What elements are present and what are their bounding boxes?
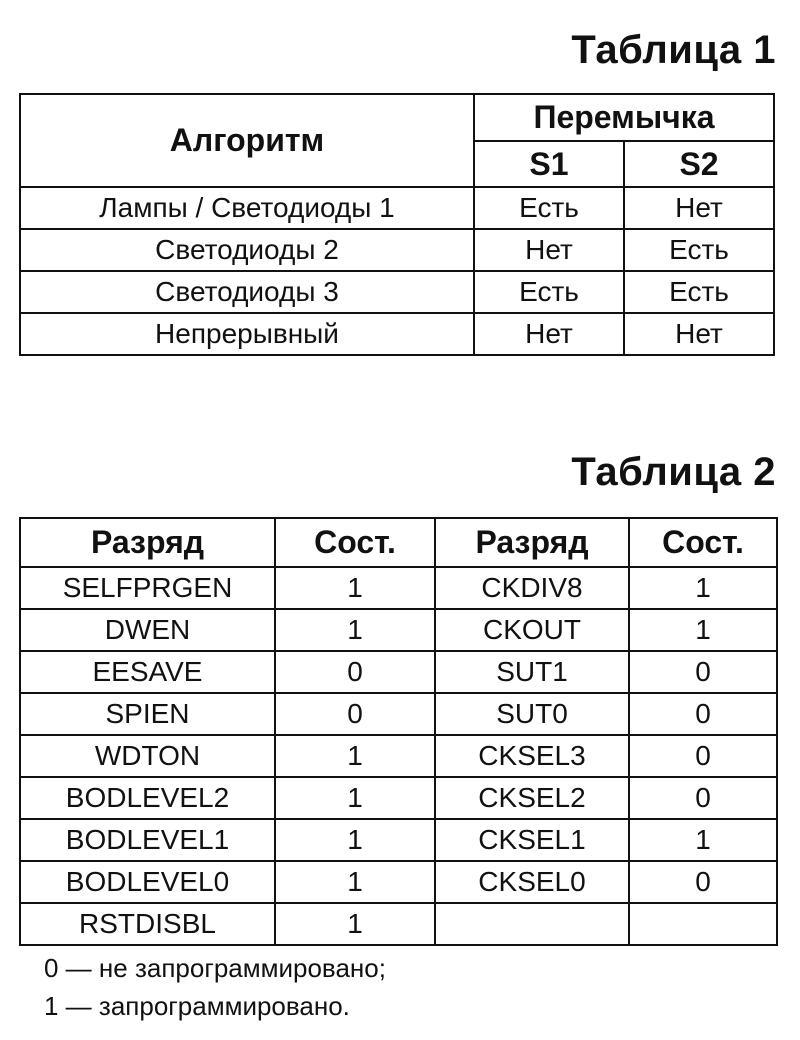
table-row [20, 693, 777, 735]
s2-cell: Нет [624, 313, 774, 355]
s1-cell: Нет [474, 313, 624, 355]
table1-title: Таблица 1 [571, 28, 776, 72]
bit-cell: CKSEL3 [435, 735, 629, 777]
state-cell: 1 [629, 567, 777, 609]
state-cell [629, 903, 777, 945]
table-row [20, 229, 774, 271]
bit-header: Разряд [435, 518, 629, 567]
state-cell: 0 [629, 777, 777, 819]
table-row [20, 567, 777, 609]
bit-cell: CKSEL0 [435, 861, 629, 903]
table-row [20, 271, 774, 313]
bit-cell: SUT1 [435, 651, 629, 693]
bit-cell: BODLEVEL0 [20, 861, 275, 903]
state-cell: 1 [275, 903, 435, 945]
s2-cell: Есть [624, 271, 774, 313]
table2-title: Таблица 2 [571, 450, 776, 494]
state-cell: 1 [275, 567, 435, 609]
table-row [20, 609, 777, 651]
state-cell: 0 [275, 693, 435, 735]
bit-cell: SUT0 [435, 693, 629, 735]
table-row [20, 777, 777, 819]
bit-cell: SELFPRGEN [20, 567, 275, 609]
algorithm-header: Алгоритм [20, 94, 474, 187]
table-row [20, 187, 774, 229]
s1-cell: Есть [474, 271, 624, 313]
bit-cell: BODLEVEL1 [20, 819, 275, 861]
algorithm-cell: Лампы / Светодиоды 1 [20, 187, 474, 229]
state-cell: 1 [275, 609, 435, 651]
state-cell: 1 [275, 819, 435, 861]
table-row [20, 651, 777, 693]
algorithm-cell: Непрерывный [20, 313, 474, 355]
s2-header: S2 [624, 141, 774, 187]
table2 [19, 517, 778, 946]
state-cell: 0 [629, 651, 777, 693]
table-row [20, 903, 777, 945]
state-cell: 1 [275, 735, 435, 777]
bit-cell: CKOUT [435, 609, 629, 651]
state-header: Сост. [629, 518, 777, 567]
state-cell: 1 [629, 819, 777, 861]
state-cell: 1 [275, 861, 435, 903]
bit-cell: SPIEN [20, 693, 275, 735]
s1-cell: Есть [474, 187, 624, 229]
bit-cell: EESAVE [20, 651, 275, 693]
table-row [20, 819, 777, 861]
state-cell: 1 [629, 609, 777, 651]
bit-cell [435, 903, 629, 945]
table-row [20, 735, 777, 777]
state-cell: 0 [275, 651, 435, 693]
s1-cell: Нет [474, 229, 624, 271]
bit-cell: BODLEVEL2 [20, 777, 275, 819]
bit-cell: DWEN [20, 609, 275, 651]
table2-header-row [20, 518, 777, 567]
bit-cell: CKSEL1 [435, 819, 629, 861]
bit-cell: WDTON [20, 735, 275, 777]
s1-header: S1 [474, 141, 624, 187]
table1 [19, 93, 775, 356]
legend-note-unprogrammed: 0 — не запрограммировано; [44, 953, 386, 983]
table-row [20, 861, 777, 903]
jumper-header: Перемычка [474, 94, 774, 141]
s2-cell: Есть [624, 229, 774, 271]
bit-header: Разряд [20, 518, 275, 567]
algorithm-cell: Светодиоды 2 [20, 229, 474, 271]
bit-cell: CKDIV8 [435, 567, 629, 609]
state-header: Сост. [275, 518, 435, 567]
state-cell: 0 [629, 861, 777, 903]
bit-cell: RSTDISBL [20, 903, 275, 945]
state-cell: 0 [629, 735, 777, 777]
legend-note-programmed: 1 — запрограммировано. [44, 991, 350, 1021]
bit-cell: CKSEL2 [435, 777, 629, 819]
algorithm-cell: Светодиоды 3 [20, 271, 474, 313]
state-cell: 1 [275, 777, 435, 819]
s2-cell: Нет [624, 187, 774, 229]
state-cell: 0 [629, 693, 777, 735]
table-row [20, 313, 774, 355]
